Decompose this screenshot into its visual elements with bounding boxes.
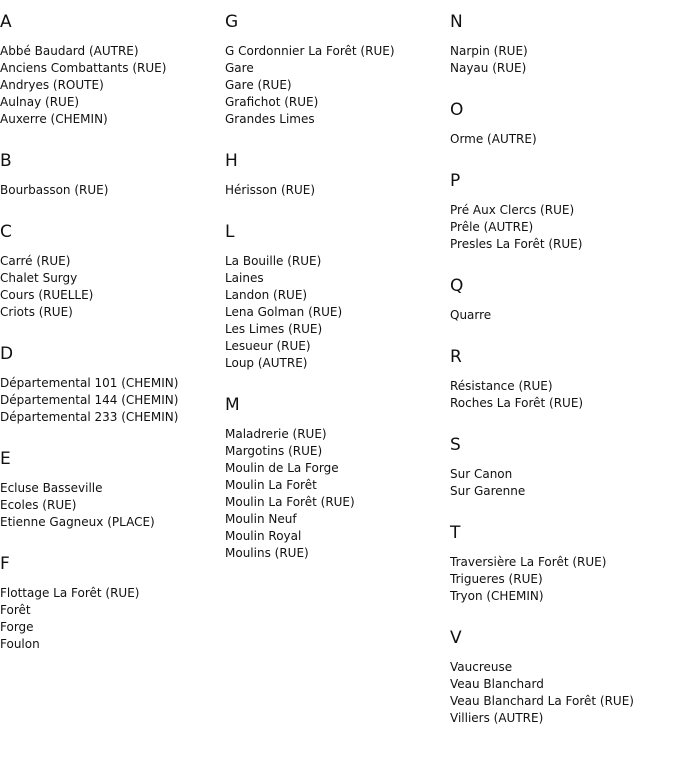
street-list	[0, 253, 222, 321]
letter-section	[0, 151, 222, 199]
street-link[interactable]: Vaucreuse	[450, 660, 513, 674]
street-link[interactable]: Grafichot (RUE)	[225, 95, 319, 109]
street-link[interactable]: Grandes Limes	[225, 112, 315, 126]
street-link[interactable]: Abbé Baudard (AUTRE)	[0, 44, 139, 58]
letter-section	[450, 171, 675, 253]
letter-section	[225, 395, 447, 562]
street-link[interactable]: Moulins (RUE)	[225, 546, 309, 560]
street-link[interactable]: Forge	[0, 620, 34, 634]
street-link[interactable]: Foulon	[0, 637, 40, 651]
street-link[interactable]: Landon (RUE)	[225, 288, 308, 302]
letter-section	[0, 344, 222, 426]
street-link[interactable]: Bourbasson (RUE)	[0, 183, 109, 197]
letter-section	[225, 151, 447, 199]
street-link[interactable]: Résistance (RUE)	[450, 379, 553, 393]
street-link[interactable]: Etienne Gagneux (PLACE)	[0, 515, 155, 529]
street-list	[0, 480, 222, 531]
street-list	[0, 43, 222, 128]
letter-section	[450, 347, 675, 412]
street-link[interactable]: Moulin de La Forge	[225, 461, 339, 475]
street-list	[450, 554, 675, 605]
letter-section	[0, 449, 222, 531]
letter-heading: P	[450, 171, 461, 191]
street-link[interactable]: Départemental 101 (CHEMIN)	[0, 376, 179, 390]
index-column	[450, 12, 675, 750]
street-link[interactable]: Ecluse Basseville	[0, 481, 103, 495]
letter-section	[450, 628, 675, 727]
street-link[interactable]: Sur Canon	[450, 467, 513, 481]
letter-section	[0, 222, 222, 321]
street-link[interactable]: Quarre	[450, 308, 492, 322]
street-list	[0, 585, 222, 653]
index-column	[225, 12, 447, 585]
letter-section	[450, 435, 675, 500]
street-list	[0, 182, 222, 199]
street-link[interactable]: Laines	[225, 271, 264, 285]
letter-heading: D	[0, 344, 14, 364]
street-link[interactable]: Moulin La Forêt (RUE)	[225, 495, 355, 509]
street-list	[450, 131, 675, 148]
letter-heading: G	[225, 12, 239, 32]
letter-section	[450, 523, 675, 605]
street-link[interactable]: Moulin La Forêt	[225, 478, 317, 492]
street-list	[0, 375, 222, 426]
street-link[interactable]: Cours (RUELLE)	[0, 288, 94, 302]
letter-heading: M	[225, 395, 240, 415]
street-link[interactable]: Villiers (AUTRE)	[450, 711, 544, 725]
letter-heading: Q	[450, 276, 464, 296]
street-link[interactable]: G Cordonnier La Forêt (RUE)	[225, 44, 395, 58]
letter-heading: A	[0, 12, 12, 32]
street-link[interactable]: Maladrerie (RUE)	[225, 427, 327, 441]
letter-heading: S	[450, 435, 461, 455]
street-link[interactable]: Auxerre (CHEMIN)	[0, 112, 108, 126]
letter-heading: E	[0, 449, 11, 469]
street-link[interactable]: Sur Garenne	[450, 484, 526, 498]
letter-section	[450, 276, 675, 324]
street-list	[225, 426, 447, 562]
street-link[interactable]: Andryes (ROUTE)	[0, 78, 104, 92]
street-list	[450, 307, 675, 324]
letter-section	[0, 12, 222, 128]
street-list	[450, 378, 675, 412]
letter-heading: L	[225, 222, 235, 242]
letter-heading: H	[225, 151, 238, 171]
street-link[interactable]: Traversière La Forêt (RUE)	[450, 555, 607, 569]
street-link[interactable]: Lesueur (RUE)	[225, 339, 311, 353]
street-list	[225, 182, 447, 199]
street-link[interactable]: La Bouille (RUE)	[225, 254, 322, 268]
street-list	[225, 253, 447, 372]
street-link[interactable]: Les Limes (RUE)	[225, 322, 323, 336]
letter-section	[450, 100, 675, 148]
street-link[interactable]: Ecoles (RUE)	[0, 498, 77, 512]
street-link[interactable]: Orme (AUTRE)	[450, 132, 537, 146]
letter-heading: R	[450, 347, 462, 367]
street-link[interactable]: Moulin Royal	[225, 529, 302, 543]
street-link[interactable]: Margotins (RUE)	[225, 444, 323, 458]
street-link[interactable]: Gare	[225, 61, 254, 75]
street-link[interactable]: Prêle (AUTRE)	[450, 220, 534, 234]
street-link[interactable]: Hérisson (RUE)	[225, 183, 316, 197]
street-link[interactable]: Gare (RUE)	[225, 78, 292, 92]
letter-section	[225, 222, 447, 372]
letter-heading: T	[450, 523, 461, 543]
street-link[interactable]: Veau Blanchard	[450, 677, 544, 691]
street-list	[450, 466, 675, 500]
street-link[interactable]: Forêt	[0, 603, 31, 617]
street-list	[450, 659, 675, 727]
street-link[interactable]: Narpin (RUE)	[450, 44, 528, 58]
letter-heading: C	[0, 222, 12, 242]
street-link[interactable]: Anciens Combattants (RUE)	[0, 61, 167, 75]
street-link[interactable]: Presles La Forêt (RUE)	[450, 237, 583, 251]
street-list	[450, 202, 675, 253]
street-link[interactable]: Pré Aux Clercs (RUE)	[450, 203, 575, 217]
street-link[interactable]: Trigueres (RUE)	[450, 572, 543, 586]
street-link[interactable]: Chalet Surgy	[0, 271, 78, 285]
street-list	[450, 43, 675, 77]
street-link[interactable]: Roches La Forêt (RUE)	[450, 396, 584, 410]
letter-heading: B	[0, 151, 12, 171]
index-column	[0, 12, 222, 676]
street-link[interactable]: Moulin Neuf	[225, 512, 297, 526]
street-link[interactable]: Carré (RUE)	[0, 254, 71, 268]
letter-section	[0, 554, 222, 653]
street-link[interactable]: Flottage La Forêt (RUE)	[0, 586, 140, 600]
street-link[interactable]: Aulnay (RUE)	[0, 95, 80, 109]
letter-section	[450, 12, 675, 77]
street-list	[225, 43, 447, 128]
street-link[interactable]: Départemental 144 (CHEMIN)	[0, 393, 179, 407]
street-link[interactable]: Criots (RUE)	[0, 305, 73, 319]
letter-section	[225, 12, 447, 128]
street-link[interactable]: Nayau (RUE)	[450, 61, 527, 75]
letter-heading: N	[450, 12, 463, 32]
street-link[interactable]: Tryon (CHEMIN)	[450, 589, 544, 603]
street-link[interactable]: Départemental 233 (CHEMIN)	[0, 410, 179, 424]
street-link[interactable]: Veau Blanchard La Forêt (RUE)	[450, 694, 634, 708]
letter-heading: V	[450, 628, 462, 648]
street-link[interactable]: Loup (AUTRE)	[225, 356, 308, 370]
street-link[interactable]: Lena Golman (RUE)	[225, 305, 343, 319]
letter-heading: F	[0, 554, 10, 574]
letter-heading: O	[450, 100, 464, 120]
